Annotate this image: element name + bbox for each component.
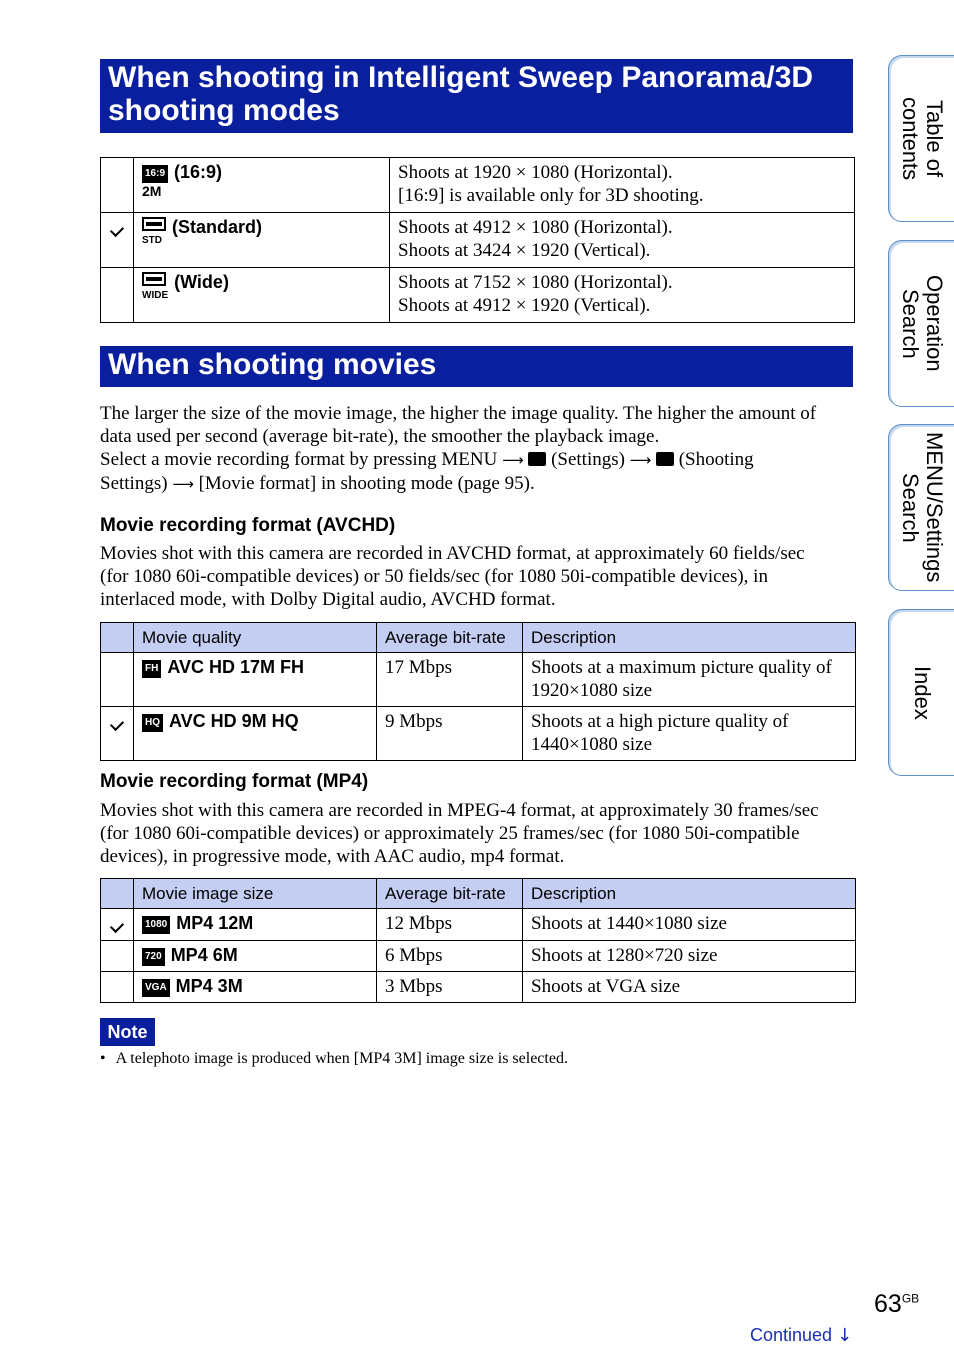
panorama-standard-icon: STD (142, 216, 166, 246)
quality-cell: HQ AVC HD 9M HQ (134, 707, 377, 761)
section-title-movies-text: When shooting movies (108, 348, 437, 381)
header-cell: Description (523, 623, 856, 653)
note-text: • A telephoto image is produced when [MP4 3M] image size is selected. (100, 1050, 568, 1067)
description-cell: Shoots at 7152 × 1080 (Horizontal). Shoots at 4912 × 1920 (Vertical). (390, 268, 855, 323)
mode-name: (Standard) (172, 217, 262, 237)
mode-cell (134, 268, 390, 323)
hq-quality-icon: HQ (142, 710, 163, 732)
size-cell: 720 MP4 6M (134, 941, 377, 972)
table-row (101, 268, 855, 323)
arrow-right-icon: ⟶ (172, 475, 194, 493)
header-cell (101, 879, 134, 909)
tab-operation-search[interactable] (888, 240, 954, 407)
panorama-size-table (100, 157, 855, 323)
menu-path-line: Select a movie recording format by pressing MENU ⟶ (Settings) ⟶ (Shooting (100, 449, 754, 470)
check-cell (101, 972, 134, 1003)
camera-settings-icon (656, 452, 674, 466)
tab-label: Table of contents (898, 96, 947, 181)
table-row (101, 158, 855, 213)
bullet: • (100, 1050, 106, 1067)
tab-label: MENU/Settings Search (898, 432, 947, 583)
description-cell: Shoots at 4912 × 1080 (Horizontal). Shoots at 3424 × 1920 (Vertical). (390, 213, 855, 268)
mp4-paragraph: Movies shot with this camera are recorded in MPEG-4 format, at approximately 30 frames/sec (for 1080 60i-compatible devices) or approximately 25 frames/sec (for 1080 50i-compatible devices), in progressive mode, with AAC audio, mp4 format. (100, 800, 819, 867)
size-cell: VGA MP4 3M (134, 972, 377, 1003)
continued-link[interactable]: Continued ↓ (750, 1325, 853, 1346)
checkmark-icon (110, 223, 124, 237)
check-cell (101, 707, 134, 761)
avchd-paragraph: Movies shot with this camera are recorded in AVCHD format, at approximately 60 fields/sec (for 1080 60i-compatible devices) or 50 fields/sec (for 1080 50i-compatible devices), in interlaced mode, with Dolby Digital audio, AVCHD format. (100, 543, 805, 610)
avchd-table (100, 622, 856, 761)
description-cell: Shoots at VGA size (523, 972, 856, 1003)
tab-index[interactable] (888, 609, 954, 776)
mode-cell (134, 158, 390, 213)
check-cell (101, 158, 134, 213)
mp4-table (100, 878, 856, 1003)
toolbox-settings-icon (528, 452, 546, 466)
check-cell (101, 268, 134, 323)
table-row (101, 653, 856, 707)
table-row (101, 972, 856, 1003)
mode-cell (134, 213, 390, 268)
description-cell: Shoots at 1280×720 size (523, 941, 856, 972)
size-720-icon: 720 (142, 944, 165, 966)
bitrate-cell: 6 Mbps (377, 941, 523, 972)
size-1080-icon: 1080 (142, 912, 170, 934)
mode-name: (16:9) (174, 162, 223, 182)
quality-cell: FH AVC HD 17M FH (134, 653, 377, 707)
intro-paragraph: The larger the size of the movie image, the higher the image quality. The higher the amount of data used per second (average bit-rate), the smoother the playback image. Select a movie recording format by pressing MENU ⟶ (Settings) ⟶ (Shooting Settings) ⟶ [Movie format] in shooting mode (page 95). (100, 402, 860, 496)
description-cell: Shoots at a maximum picture quality of 1920×1080 size (523, 653, 856, 707)
bitrate-cell: 17 Mbps (377, 653, 523, 707)
arrow-down-icon: ↓ (837, 1325, 853, 1346)
check-cell (101, 909, 134, 941)
section-title-movies (100, 346, 853, 387)
description-cell: Shoots at 1440×1080 size (523, 909, 856, 941)
section-title-panorama-text: When shooting in Intelligent Sweep Panorama/3D shooting modes (108, 61, 814, 127)
header-cell: Average bit-rate (377, 623, 523, 653)
panorama-wide-icon: WIDE (142, 271, 168, 301)
bitrate-cell: 9 Mbps (377, 707, 523, 761)
mp4-heading: Movie recording format (MP4) (100, 771, 369, 792)
description-cell: Shoots at a high picture quality of 1440×1080 size (523, 707, 856, 761)
tab-menu-settings-search[interactable] (888, 424, 954, 591)
size-vga-icon: VGA (142, 975, 170, 997)
table-row (101, 707, 856, 761)
avchd-heading: Movie recording format (AVCHD) (100, 515, 396, 536)
fh-quality-icon: FH (142, 656, 161, 678)
header-cell: Description (523, 879, 856, 909)
size-cell: 1080 MP4 12M (134, 909, 377, 941)
check-cell (101, 941, 134, 972)
table-row (101, 909, 856, 941)
section-title-panorama (100, 59, 853, 133)
checkmark-icon (110, 717, 124, 731)
table-header-row (101, 879, 856, 909)
checkmark-icon (110, 919, 124, 933)
table-row (101, 941, 856, 972)
bitrate-cell: 3 Mbps (377, 972, 523, 1003)
tab-table-of-contents[interactable] (888, 55, 954, 222)
header-cell: Average bit-rate (377, 879, 523, 909)
header-cell: Movie quality (134, 623, 377, 653)
description-cell: Shoots at 1920 × 1080 (Horizontal). [16:9] is available only for 3D shooting. (390, 158, 855, 213)
bitrate-cell: 12 Mbps (377, 909, 523, 941)
header-cell: Movie image size (134, 879, 377, 909)
menu-path-line-2: Settings) ⟶ [Movie format] in shooting mode (page 95). (100, 473, 535, 494)
aspect-16-9-icon: 16:9 2M (142, 161, 168, 198)
table-header-row (101, 623, 856, 653)
note-label: Note (100, 1018, 155, 1046)
arrow-right-icon: ⟶ (502, 451, 524, 469)
page-number: $63^{GB}$ (874, 1290, 920, 1318)
check-cell (101, 653, 134, 707)
mode-name: (Wide) (174, 272, 229, 292)
tab-label: Operation Search (898, 275, 947, 372)
arrow-right-icon: ⟶ (629, 451, 652, 469)
header-cell (101, 623, 134, 653)
table-row (101, 213, 855, 268)
check-cell (101, 213, 134, 268)
tab-label: Index (910, 665, 935, 720)
